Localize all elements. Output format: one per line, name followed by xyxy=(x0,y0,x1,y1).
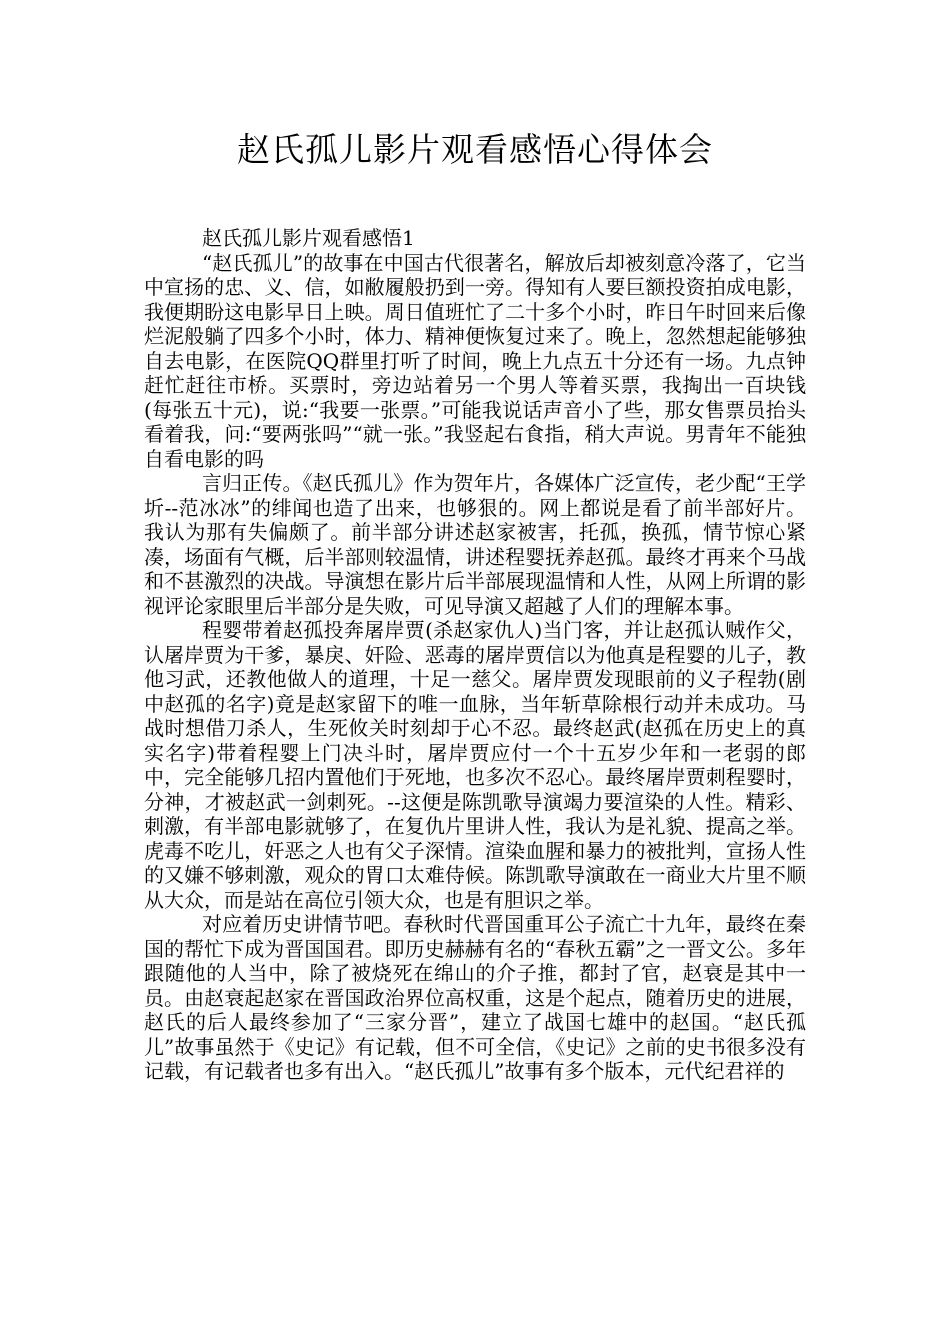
paragraph-4: 对应着历史讲情节吧。春秋时代晋国重耳公子流亡十九年，最终在秦国的帮忙下成为晋国国君。即历史赫赫有名的“春秋五霸”之一晋文公。多年跟随他的人当中，除了被烧死在绵山的介子推，都封了官，赵衰是其中一员。由赵衰起赵家在晋国政治界位高权重，这是个起点，随着历史的进展，赵氏的后人最终参加了“三家分晋”，建立了战国七雄中的赵国。“赵氏孤儿”故事虽然于《史记》有记载，但不可全信，《史记》之前的史书很多没有记载，有记载者也多有出入。“赵氏孤儿”故事有多个版本，元代纪君祥的 xyxy=(144,912,806,1083)
paragraph-3: 程婴带着赵孤投奔屠岸贾(杀赵家仇人)当门客，并让赵孤认贼作父，认屠岸贾为干爹，暴戾、奸险、恶毒的屠岸贾信以为他真是程婴的儿子，教他习武，还教他做人的道理，十足一慈父。屠岸贾发现眼前的义子程勃(剧中赵孤的名字)竟是赵家留下的唯一血脉，当年斩草除根行动并未成功。马战时想借刀杀人，生死攸关时刻却于心不忍。最终赵武(赵孤在历史上的真实名字)带着程婴上门决斗时，屠岸贾应付一个十五岁少年和一老弱的郎中，完全能够几招内置他们于死地，也多次不忍心。最终屠岸贾刺程婴时，分神，才被赵武一剑刺死。--这便是陈凯歌导演竭力要渲染的人性。精彩、刺激，有半部电影就够了，在复仇片里讲人性，我认为是礼貌、提高之举。虎毒不吃儿，奸恶之人也有父子深情。渲染血腥和暴力的被批判，宣扬人性的又嫌不够刺激，观众的胃口太难侍候。陈凯歌导演敢在一商业大片里不顺从大众，而是站在高位引领大众，也是有胆识之举。 xyxy=(144,618,806,912)
paragraph-1: “赵氏孤儿”的故事在中国古代很著名，解放后却被刻意冷落了，它当中宣扬的忠、义、信，如敝履般扔到一旁。得知有人要巨额投资拍成电影，我便期盼这电影早日上映。周日值班忙了二十多个小时，昨日午时回来后像烂泥般躺了四多个小时，体力、精神便恢复过来了。晚上，忽然想起能够独自去电影，在医院QQ群里打听了时间，晚上九点五十分还有一场。九点钟赶忙赶往市桥。买票时，旁边站着另一个男人等着买票，我掏出一百块钱(每张五十元)，说:“我要一张票。”可能我说话声音小了些，那女售票员抬头看着我，问:“要两张吗”“就一张。”我竖起右食指，稍大声说。男青年不能独自看电影的吗 xyxy=(144,250,806,471)
paragraph-2: 言归正传。《赵氏孤儿》作为贺年片，各媒体广泛宣传，老少配“王学圻--范冰冰”的绯闻也造了出来，也够狠的。网上都说是看了前半部好片。我认为那有失偏颇了。前半部分讲述赵家被害，托孤，换孤，情节惊心紧凑，场面有气概，后半部则较温情，讲述程婴抚养赵孤。最终才再来个马战和不甚激烈的决战。导演想在影片后半部展现温情和人性，从网上所谓的影视评论家眼里后半部分是失败，可见导演又超越了人们的理解本事。 xyxy=(144,471,806,618)
document-title: 赵氏孤儿影片观看感悟心得体会 xyxy=(237,130,713,169)
section-heading: 赵氏孤儿影片观看感悟1 xyxy=(202,226,415,250)
document-body xyxy=(144,226,806,1084)
